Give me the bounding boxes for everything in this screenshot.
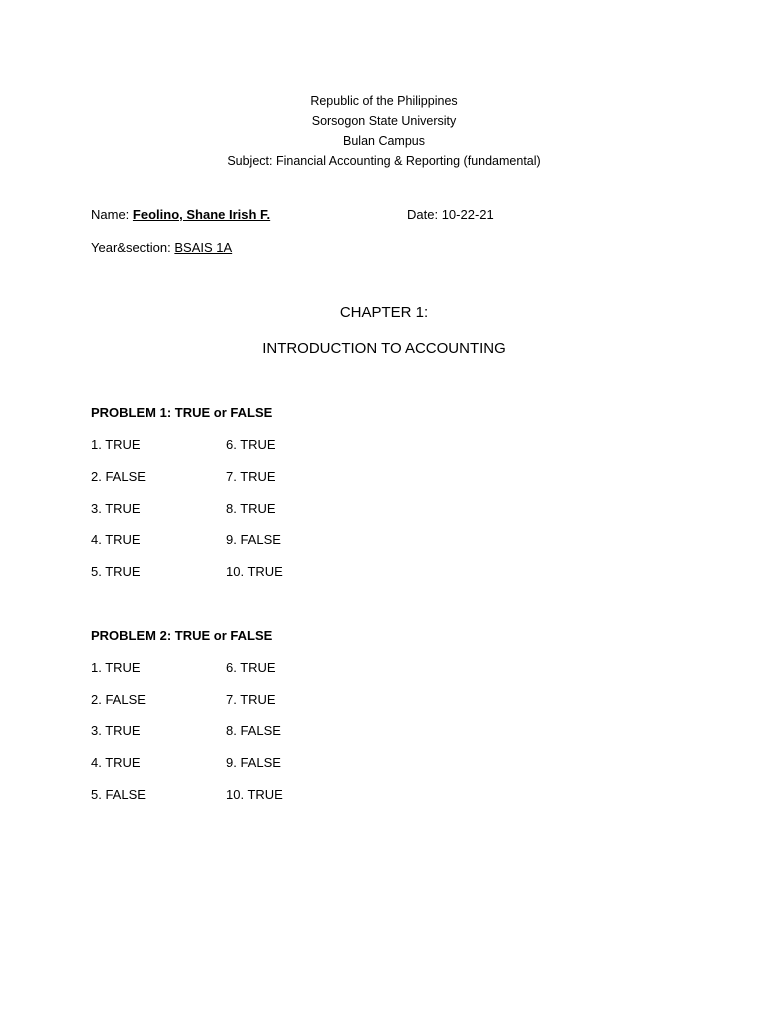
answer-item: 9. FALSE [226,755,281,770]
year-section-label: Year&section: [91,240,171,255]
answer-item: 6. TRUE [226,437,276,452]
date-label: Date: [407,207,439,222]
date-value: 10-22-21 [441,207,494,222]
year-section-field [91,240,232,255]
header-republic: Republic of the Philippines [310,94,458,108]
date-field [407,207,494,222]
answer-item: 3. TRUE [91,723,141,738]
chapter-title: CHAPTER 1: [339,304,429,321]
answer-item: 1. TRUE [91,660,141,675]
name-value: Feolino, Shane Irish F. [132,207,271,222]
header-subject: Subject: Financial Accounting & Reporting (fundamental) [227,154,541,168]
answer-item: 9. FALSE [226,532,281,547]
answer-item: 10. TRUE [226,787,283,802]
answer-item: 10. TRUE [226,564,283,579]
answer-item: 7. TRUE [226,469,276,484]
header-university: Sorsogon State University [311,114,457,128]
answer-item: 8. FALSE [226,723,281,738]
answer-item: 7. TRUE [226,692,276,707]
answer-item: 5. TRUE [91,564,141,579]
answer-item: 4. TRUE [91,755,141,770]
name-label: Name: [91,207,130,222]
header-campus: Bulan Campus [343,134,425,148]
year-section-value: BSAIS 1A [174,240,233,255]
answer-item: 6. TRUE [226,660,276,675]
answer-item: 2. FALSE [91,469,146,484]
answer-item: 5. FALSE [91,787,146,802]
name-field [91,207,270,222]
chapter-subtitle: INTRODUCTION TO ACCOUNTING [262,340,506,357]
problem-1-heading: PROBLEM 1: TRUE or FALSE [91,405,273,420]
answer-item: 2. FALSE [91,692,146,707]
answer-item: 1. TRUE [91,437,141,452]
answer-item: 8. TRUE [226,501,276,516]
answer-item: 4. TRUE [91,532,141,547]
answer-item: 3. TRUE [91,501,141,516]
problem-2-heading: PROBLEM 2: TRUE or FALSE [91,628,273,643]
